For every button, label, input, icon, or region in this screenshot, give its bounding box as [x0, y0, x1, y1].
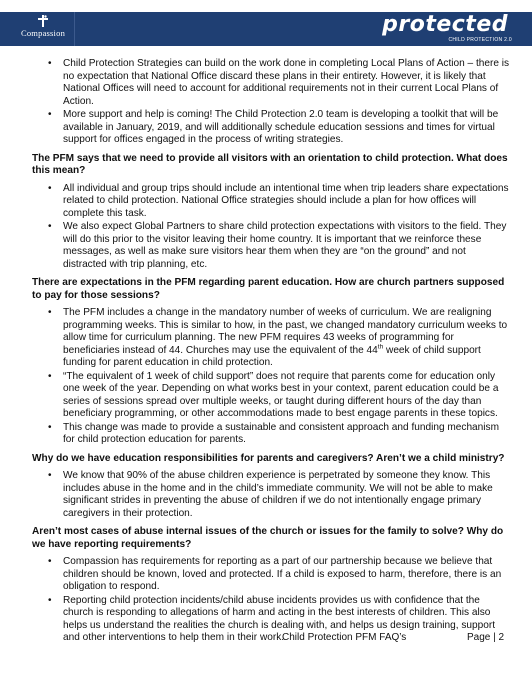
ordinal-suffix: th [377, 343, 384, 351]
list-item: • This change was made to provide a sustainable and consistent approach and funding mechanism for child protection education for parents. [63, 422, 510, 447]
list-item: • We also expect Global Partners to share child protection expectations with visitors to the field. They will do this prior to the visitor leaving their home country. It is important that we reinforce these messages, as well as make sure visitors hear them when they are “on the ground” and not distracted with trip planning, etc. [63, 221, 510, 271]
bullet-list [32, 470, 510, 520]
list-item: • “The equivalent of 1 week of child support” does not require that parents come for education only one week of the year. Depending on what works best in your context, parent education could be a series of sessions spread over multiple weeks, or taught during different hours of the day than beneficiary programming, or other accommodations made to best engage parents in these topics. [63, 371, 510, 421]
list-item: • Child Protection Strategies can build on the work done in completing Local Plans of Action – there is no expectation that National Office discard these plans in their entirety. However, it is likely that National Offices will need to account for additional requirements not in their current Local Plans of Action. [63, 58, 510, 108]
document-body [32, 58, 510, 651]
list-item: • Compassion has requirements for reporting as a part of our partnership because we believe that children should be known, loved and protected. If a child is exposed to harm, therefore, there is an obligation to respond. [63, 556, 510, 594]
section-heading: Why do we have education responsibilities for parents and caregivers? Aren’t we a child ministry? [32, 452, 505, 464]
bullet-list [32, 307, 510, 447]
section-heading: There are expectations in the PFM regarding parent education. How are church partners supposed to pay for those sessions? [32, 277, 505, 301]
section-heading: The PFM says that we need to provide all visitors with an orientation to child protection. What does this mean? [32, 152, 508, 176]
list-item: • We know that 90% of the abuse children experience is perpetrated by someone they know. This includes abuse in the home and in the child’s immediate community. We will not be able to make significant strides in preventing the abuse of children if we do not intentionally engage primary caregivers in their protection. [63, 470, 510, 520]
compassion-logo [12, 12, 75, 46]
logo-text: Compassion [20, 28, 66, 38]
list-item: • All individual and group trips should include an intentional time when trip leaders share expectations related to child protection. National Office strategies should include a plan for how offices will complete this task. [63, 183, 510, 221]
bullet-list [32, 183, 510, 272]
protected-brand-tag: CHILD PROTECTION 2.0 [448, 37, 512, 43]
bullet-list [32, 58, 510, 147]
page-number: Page | 2 [467, 632, 505, 643]
protected-brand-word: protected [382, 12, 508, 37]
section-heading: Aren’t most cases of abuse internal issues of the church or issues for the family to solve? Why do we have reporting requirements? [32, 526, 504, 550]
bullet-list [32, 556, 510, 645]
footer-title: Child Protection PFM FAQ’s [282, 632, 407, 643]
cross-figure-icon [38, 15, 48, 27]
list-item: • More support and help is coming! The Child Protection 2.0 team is developing a toolkit that will be available in January, 2019, and will additionally schedule education sessions and times for virtual support for offices engaged in the process of writing strategies. [63, 109, 510, 147]
list-item: • Reporting child protection incidents/child abuse incidents provides us with confidence that the church is responding to allegations of harm and acting in the best interests of children. This also helps us understand the realities the church is dealing with, and helps us design training, support and other interventions to help them in their work. [63, 595, 510, 645]
list-item: • The PFM includes a change in the mandatory number of weeks of curriculum. We are realigning programming weeks. This is similar to how, in the past, we changed mandatory curriculum weeks to allow time for curriculum planning. The new PFM requires 43 weeks of programming for beneficiaries instead of 44. Churches may use the equivalent of the 44th week of child support funding for parent education in child protection. [63, 307, 510, 370]
